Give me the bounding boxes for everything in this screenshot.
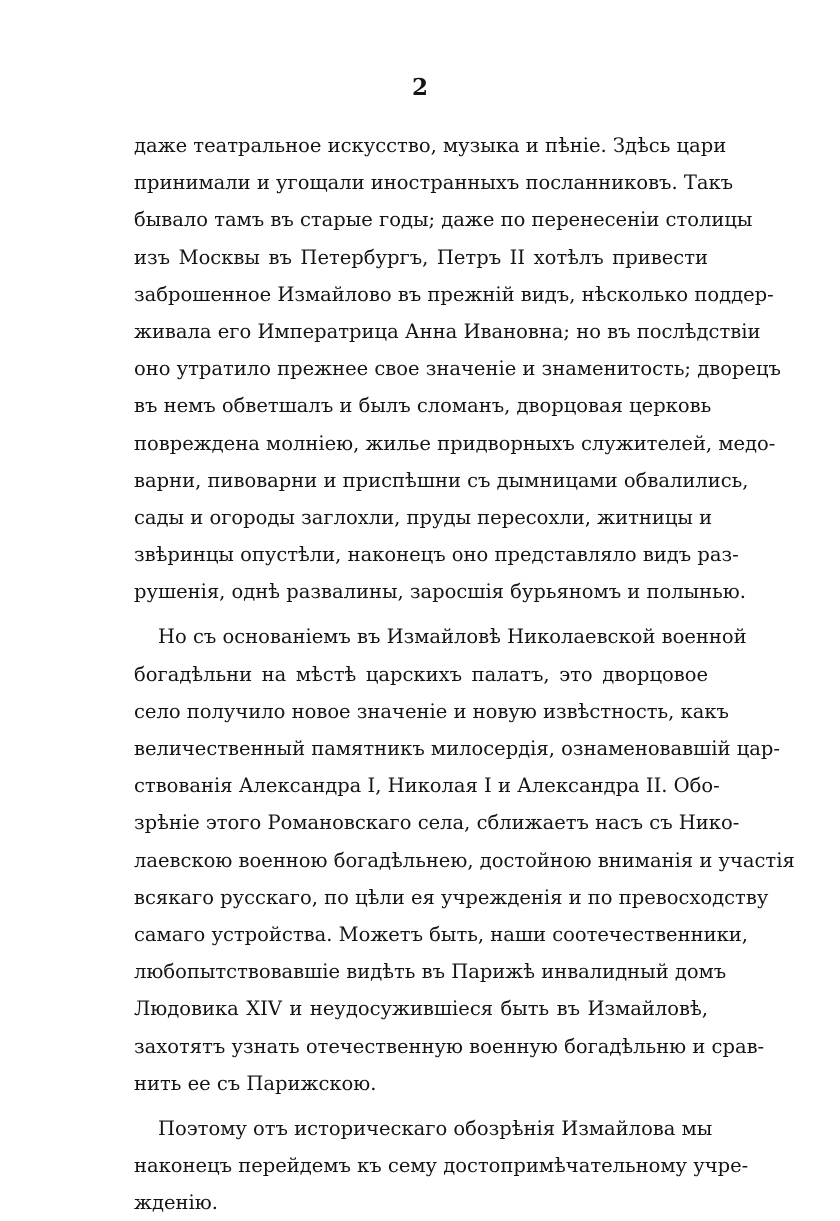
text-line: ствованія Александра I, Николая I и Александра II. Обо- <box>134 774 720 798</box>
text-line: Людовика XIV и неудосужившіеся быть въ Измайловѣ, <box>134 997 708 1021</box>
text-line: всякаго русскаго, по цѣли ея учрежденія и по превосходству <box>134 885 769 909</box>
text-line: самаго устройства. Можетъ быть, наши соотечественники, <box>134 922 748 946</box>
text-line: лаевскою военною богадѣльнею, достойною вниманія и участія <box>134 848 795 872</box>
text-line: звѣринцы опустѣли, наконецъ оно представляло видъ раз- <box>134 543 739 567</box>
text-line: зрѣніе этого Романовскаго села, сближаетъ насъ съ Нико- <box>134 811 740 835</box>
text-line: рушенія, однѣ развалины, заросшія бурьяномъ и полынью. <box>134 580 746 604</box>
text-line: захотятъ узнать отечественную военную богадѣльню и срав- <box>134 1034 765 1058</box>
page-number: 2 <box>411 74 428 101</box>
text-line: любопытствовавшіе видѣть въ Парижѣ инвалидный домъ <box>134 960 727 984</box>
text-line: село получило новое значеніе и новую извѣстность, какъ <box>134 699 729 723</box>
text-line: нить ее съ Парижскою. <box>134 1071 377 1095</box>
text-line: повреждена молніею, жилье придворныхъ служителей, медо- <box>134 431 776 455</box>
paragraph-1 <box>134 127 781 610</box>
text-line: сады и огороды заглохли, пруды пересохли, житницы и <box>134 505 713 529</box>
text-body <box>134 127 795 1221</box>
text-line: наконецъ перейдемъ къ сему достопримѣчательному учре- <box>134 1154 749 1178</box>
text-line: жденію. <box>134 1191 218 1215</box>
text-line: оно утратило прежнее свое значеніе и знаменитость; дворецъ <box>134 357 781 381</box>
text-line: изъ Москвы въ Петербургъ, Петръ II хотѣлъ привести <box>134 245 708 269</box>
text-line: заброшенное Измайлово въ прежній видъ, нѣсколько поддер- <box>134 282 774 306</box>
text-line: Но съ основаніемъ въ Измайловѣ Николаевской военной <box>158 625 747 649</box>
paragraph-3 <box>134 1110 749 1221</box>
text-line: величественный памятникъ милосердія, ознаменовавшій цар- <box>134 737 780 760</box>
text-line: бывало тамъ въ старые годы; даже по перенесеніи столицы <box>134 208 753 232</box>
text-line: богадѣльни на мѣстѣ царскихъ палатъ, это дворцовое <box>134 662 708 686</box>
text-line: принимали и угощали иностранныхъ посланниковъ. Такъ <box>134 171 734 195</box>
text-line: варни, пивоварни и приспѣшни съ дымницами обвалились, <box>134 468 749 492</box>
text-line: въ немъ обветшалъ и былъ сломанъ, дворцовая церковь <box>134 394 712 418</box>
text-line: даже театральное искусство, музыка и пѣніе. Здѣсь цари <box>134 134 727 157</box>
text-line: живала его Императрица Анна Ивановна; но въ послѣдствіи <box>134 319 761 343</box>
paragraph-2 <box>134 618 795 1101</box>
text-line: Поэтому отъ историческаго обозрѣнія Измайлова мы <box>158 1116 713 1140</box>
